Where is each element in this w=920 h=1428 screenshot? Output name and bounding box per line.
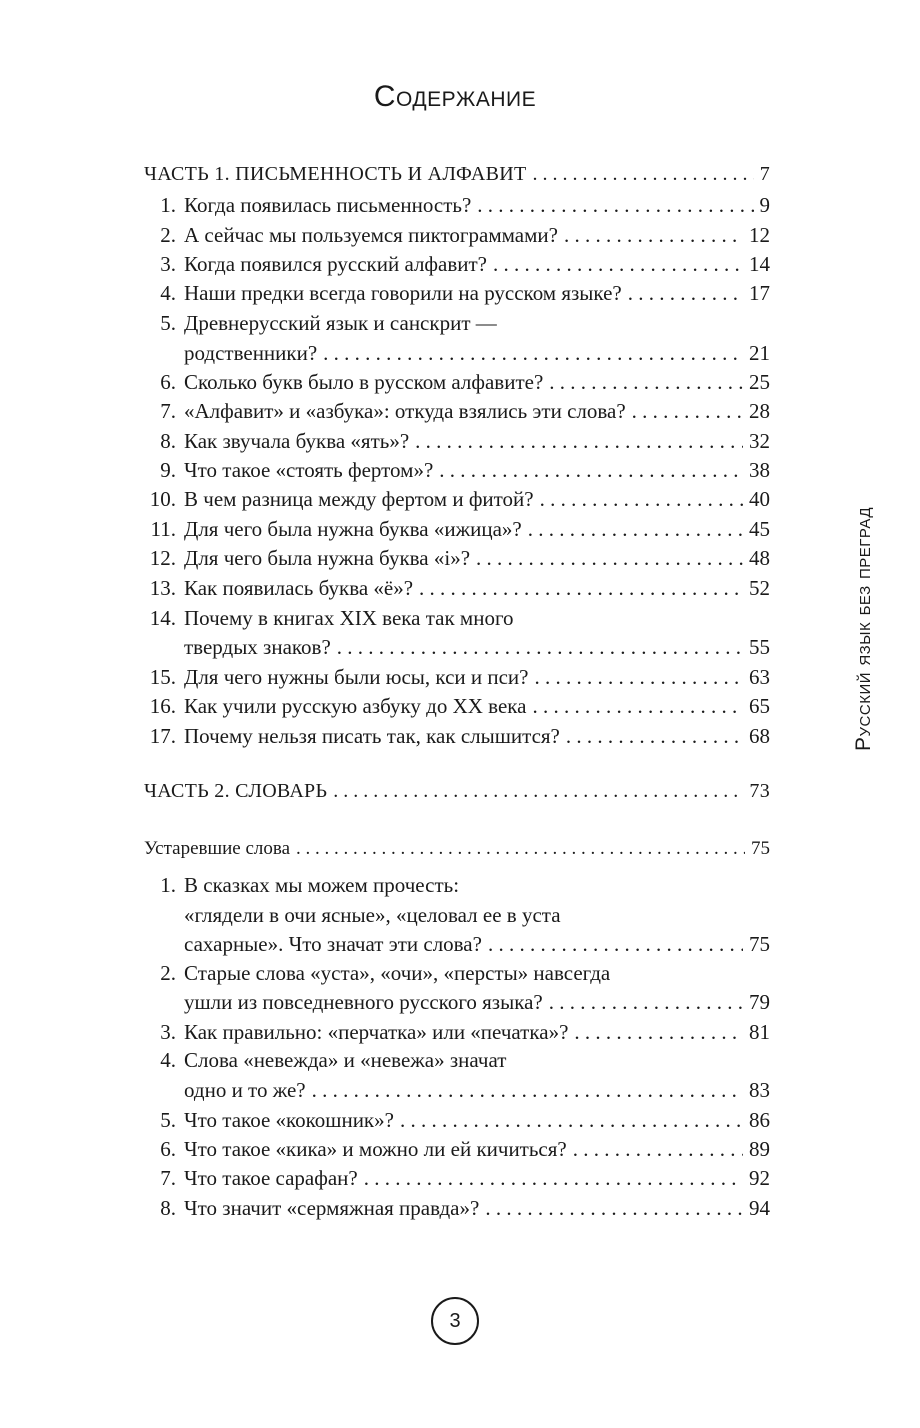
toc-entry-page: 65 (749, 694, 770, 718)
toc-entry (160, 392, 770, 423)
toc-entry (160, 186, 770, 217)
dot-leader (364, 1168, 743, 1189)
toc-entry-title: Наши предки всегда говорили на русском языке? (184, 281, 622, 305)
dot-leader (632, 401, 743, 422)
toc-entry-number: 9. (160, 458, 176, 482)
dot-leader (488, 934, 743, 955)
toc-entry-page: 89 (749, 1137, 770, 1161)
toc-entry-title: Как появилась буква «ё»? (184, 576, 414, 600)
toc-entry-title: Почему нельзя писать так, как слышится? (184, 724, 560, 748)
side-book-title: Русский язык без преград (852, 506, 875, 752)
toc-entry-title: Что такое «кокошник»? (184, 1108, 394, 1132)
dot-leader (477, 195, 753, 216)
dot-leader (628, 283, 743, 304)
toc-entry-title: Как правильно: «перчатка» или «печатка»? (184, 1020, 569, 1044)
toc-entry-page: 52 (749, 576, 770, 600)
toc-entry-title: Что такое сарафан? (184, 1166, 358, 1190)
toc-entry-number: 3. (160, 252, 176, 276)
toc-entry-title: Слова «невежда» и «невежа» значат (184, 1048, 507, 1072)
page-title: Содержание (373, 80, 537, 113)
toc-entry (160, 1130, 770, 1161)
toc-entry-page: 94 (749, 1196, 770, 1220)
toc-entry-number: 1. (160, 193, 176, 217)
toc-entry (149, 717, 770, 748)
toc-section-heading (144, 828, 770, 858)
dot-leader (566, 726, 743, 747)
toc-entry-page: 63 (749, 665, 770, 689)
toc-entry-page: 75 (751, 838, 770, 859)
toc-entry-page: 40 (749, 487, 770, 511)
toc-entry (160, 1101, 770, 1132)
toc-entry-title: Устаревшие слова (144, 838, 291, 859)
toc-entry-title: Для чего нужны были юсы, кси и пси? (184, 665, 529, 689)
toc-entry (184, 334, 770, 364)
toc-entry-number: 8. (160, 429, 176, 453)
toc-entry (184, 925, 770, 955)
dot-leader (323, 343, 743, 364)
toc-entry-number: 17. (149, 724, 176, 748)
toc-entry-number: 13. (149, 576, 176, 600)
toc-entry-page: 55 (749, 635, 770, 659)
toc-entry-title: одно и то же? (184, 1078, 306, 1102)
toc-entry-number: 5. (160, 311, 176, 335)
toc-entry-title: Что значит «сермяжная правда»? (184, 1196, 480, 1220)
toc-entry-page: 75 (749, 932, 770, 956)
dot-leader (333, 781, 743, 801)
toc-entry-page: 81 (749, 1020, 770, 1044)
toc-entry (160, 216, 770, 247)
toc-entry-number: 4. (160, 1048, 176, 1072)
toc-entry-number: 6. (160, 370, 176, 394)
toc-entry (160, 1041, 770, 1072)
toc-entry-page: 86 (749, 1108, 770, 1132)
dot-leader (337, 637, 743, 658)
toc-entry-title: Что такое «кика» и можно ли ей кичиться? (184, 1137, 567, 1161)
toc-entry-title: В сказках мы можем прочесть: (184, 873, 460, 897)
toc-entry-number: 7. (160, 1166, 176, 1190)
toc-entry-number: 12. (149, 546, 176, 570)
dot-leader (528, 519, 743, 540)
toc-entry-page: 45 (749, 517, 770, 541)
toc-entry-page: 32 (749, 429, 770, 453)
dot-leader (400, 1110, 743, 1131)
toc-entry-number: 7. (160, 399, 176, 423)
toc-entry (160, 1013, 770, 1044)
toc-entry-number: 11. (150, 517, 176, 541)
toc-entry-title: Как учили русскую азбуку до XX века (184, 694, 527, 718)
toc-entry-number: 1. (160, 873, 176, 897)
toc-entry (160, 245, 770, 276)
toc-entry-title: В чем разница между фертом и фитой? (184, 487, 534, 511)
toc-entry-page: 68 (749, 724, 770, 748)
dot-leader (574, 1022, 743, 1043)
toc-entry-page: 79 (749, 990, 770, 1014)
toc-entry (184, 896, 770, 926)
toc-entry-page: 38 (749, 458, 770, 482)
toc-entry-title: Как звучала буква «ять»? (184, 429, 410, 453)
toc-entry (184, 1071, 770, 1101)
toc-entry-number: 3. (160, 1020, 176, 1044)
toc-entry-number: 16. (149, 694, 176, 718)
toc-entry (160, 274, 770, 305)
dot-leader (549, 372, 743, 393)
dot-leader (564, 225, 743, 246)
toc-entry (160, 304, 770, 335)
toc-entry (160, 1189, 770, 1220)
toc-entry (149, 569, 770, 600)
toc-entry (149, 658, 770, 689)
dot-leader (419, 578, 743, 599)
dot-leader (415, 431, 743, 452)
toc-entry-number: 5. (160, 1108, 176, 1132)
dot-leader (485, 1198, 743, 1219)
toc-entry-title: Когда появилась письменность? (184, 193, 472, 217)
toc-entry (150, 510, 770, 541)
dot-leader (540, 489, 743, 510)
toc-entry-title: Для чего была нужна буква «ижица»? (184, 517, 522, 541)
toc-entry (149, 687, 770, 718)
toc-entry-number: 8. (160, 1196, 176, 1220)
toc-entry-page: 14 (749, 252, 770, 276)
toc-entry-number: 6. (160, 1137, 176, 1161)
toc-entry-title: сахарные». Что значат эти слова? (184, 932, 482, 956)
dot-leader (573, 1139, 743, 1160)
toc-entry-page: 17 (749, 281, 770, 305)
toc-part-heading (144, 154, 770, 184)
toc-entry-page: 7 (759, 163, 770, 185)
toc-entry-page: 21 (749, 341, 770, 365)
toc-entry-title: Древнерусский язык и санскрит — (184, 311, 497, 335)
toc-entry-number: 2. (160, 223, 176, 247)
toc-part-heading (144, 771, 770, 801)
toc-entry-number: 2. (160, 961, 176, 985)
toc-entry-title: «глядели в очи ясные», «целовал ее в уста (184, 903, 561, 927)
toc-entry-title: Когда появился русский алфавит? (184, 252, 488, 276)
toc-entry (149, 599, 770, 630)
toc-entry-page: 48 (749, 546, 770, 570)
toc-entry-title: ЧАСТЬ 1. ПИСЬМЕННОСТЬ И АЛФАВИТ (144, 163, 527, 185)
toc-entry-number: 14. (149, 606, 176, 630)
toc-entry-page: 92 (749, 1166, 770, 1190)
toc-entry-title: ЧАСТЬ 2. СЛОВАРЬ (144, 780, 328, 802)
dot-leader (534, 667, 743, 688)
toc-entry-number: 4. (160, 281, 176, 305)
toc-entry (160, 1159, 770, 1190)
toc-entry (160, 451, 770, 482)
page-number-badge: 3 (431, 1297, 479, 1345)
toc-entry (149, 539, 770, 570)
toc-entry-page: 9 (759, 193, 770, 217)
toc-entry-title: Что такое «стоять фертом»? (184, 458, 434, 482)
toc-entry (160, 363, 770, 394)
toc-entry-title: Почему в книгах XIX века так много (184, 606, 514, 630)
toc-entry-page: 12 (749, 223, 770, 247)
toc-entry-page: 25 (749, 370, 770, 394)
toc-entry (160, 422, 770, 453)
toc-entry (184, 983, 770, 1013)
dot-leader (549, 992, 743, 1013)
toc-entry (160, 866, 770, 897)
toc-entry-title: «Алфавит» и «азбука»: откуда взялись эти слова? (184, 399, 626, 423)
toc-entry-title: А сейчас мы пользуемся пиктограммами? (184, 223, 558, 247)
dot-leader (493, 254, 743, 275)
toc-entry-page: 83 (749, 1078, 770, 1102)
dot-leader (439, 460, 743, 481)
toc-entry-title: ушли из повседневного русского языка? (184, 990, 543, 1014)
toc-entry-title: Старые слова «уста», «очи», «персты» навсегда (184, 961, 611, 985)
toc-entry-number: 15. (149, 665, 176, 689)
toc-entry (149, 480, 770, 511)
toc-entry (160, 954, 770, 985)
toc-entry-number: 10. (149, 487, 176, 511)
dot-leader (476, 548, 743, 569)
toc-entry-title: твердых знаков? (184, 635, 331, 659)
dot-leader (532, 696, 743, 717)
toc-entry-page: 73 (749, 780, 770, 802)
toc-entry-title: Для чего была нужна буква «і»? (184, 546, 471, 570)
toc-entry-title: родственники? (184, 341, 318, 365)
toc-entry (184, 628, 770, 658)
toc-entry-title: Сколько букв было в русском алфавите? (184, 370, 544, 394)
dot-leader (296, 839, 745, 858)
dot-leader (312, 1080, 743, 1101)
dot-leader (532, 164, 753, 184)
toc-entry-page: 28 (749, 399, 770, 423)
